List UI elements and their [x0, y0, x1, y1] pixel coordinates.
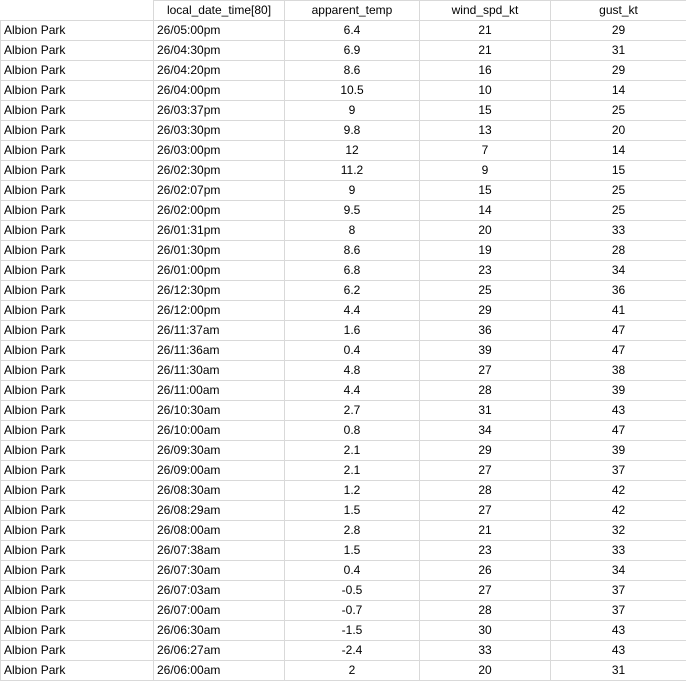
cell-local-date-time[interactable]: 26/11:30am [154, 361, 285, 381]
cell-gust-kt[interactable]: 47 [551, 341, 686, 361]
cell-local-date-time[interactable]: 26/02:00pm [154, 201, 285, 221]
cell-local-date-time[interactable]: 26/06:30am [154, 621, 285, 641]
cell-gust-kt[interactable]: 37 [551, 581, 686, 601]
cell-wind-spd-kt[interactable]: 21 [420, 41, 551, 61]
cell-wind-spd-kt[interactable]: 28 [420, 381, 551, 401]
cell-apparent-temp[interactable]: -1.5 [285, 621, 420, 641]
table-row [1, 261, 686, 281]
table-row [1, 621, 686, 641]
table-row [1, 121, 686, 141]
cell-station[interactable]: Albion Park [1, 501, 154, 521]
cell-apparent-temp[interactable]: 2.1 [285, 461, 420, 481]
cell-wind-spd-kt[interactable]: 39 [420, 341, 551, 361]
cell-station[interactable]: Albion Park [1, 561, 154, 581]
cell-gust-kt[interactable]: 31 [551, 41, 686, 61]
cell-local-date-time[interactable]: 26/09:30am [154, 441, 285, 461]
cell-local-date-time[interactable]: 26/01:00pm [154, 261, 285, 281]
cell-gust-kt[interactable]: 39 [551, 381, 686, 401]
cell-station[interactable]: Albion Park [1, 461, 154, 481]
cell-apparent-temp[interactable]: 2.7 [285, 401, 420, 421]
cell-apparent-temp[interactable]: 6.4 [285, 21, 420, 41]
cell-station[interactable]: Albion Park [1, 61, 154, 81]
cell-gust-kt[interactable]: 47 [551, 421, 686, 441]
cell-apparent-temp[interactable]: 8.6 [285, 241, 420, 261]
cell-apparent-temp[interactable]: 6.2 [285, 281, 420, 301]
column-header-local-date-time[interactable]: local_date_time[80] [154, 1, 285, 21]
cell-wind-spd-kt[interactable]: 33 [420, 641, 551, 661]
cell-local-date-time[interactable]: 26/08:29am [154, 501, 285, 521]
table-row [1, 401, 686, 421]
cell-wind-spd-kt[interactable]: 13 [420, 121, 551, 141]
cell-gust-kt[interactable]: 25 [551, 201, 686, 221]
table-row [1, 381, 686, 401]
cell-wind-spd-kt[interactable]: 9 [420, 161, 551, 181]
table-row [1, 321, 686, 341]
cell-gust-kt[interactable]: 47 [551, 321, 686, 341]
cell-gust-kt[interactable]: 15 [551, 161, 686, 181]
cell-local-date-time[interactable]: 26/01:30pm [154, 241, 285, 261]
cell-station[interactable]: Albion Park [1, 381, 154, 401]
cell-apparent-temp[interactable]: 6.9 [285, 41, 420, 61]
cell-local-date-time[interactable]: 26/03:30pm [154, 121, 285, 141]
cell-apparent-temp[interactable]: 4.4 [285, 381, 420, 401]
cell-local-date-time[interactable]: 26/04:30pm [154, 41, 285, 61]
table-row [1, 661, 686, 681]
table-row [1, 21, 686, 41]
table-row [1, 101, 686, 121]
cell-local-date-time[interactable]: 26/11:36am [154, 341, 285, 361]
cell-station[interactable]: Albion Park [1, 21, 154, 41]
cell-wind-spd-kt[interactable]: 28 [420, 481, 551, 501]
cell-gust-kt[interactable]: 25 [551, 181, 686, 201]
cell-gust-kt[interactable]: 31 [551, 661, 686, 681]
cell-local-date-time[interactable]: 26/12:30pm [154, 281, 285, 301]
table-row [1, 41, 686, 61]
cell-apparent-temp[interactable]: 9.8 [285, 121, 420, 141]
cell-station[interactable]: Albion Park [1, 241, 154, 261]
cell-station[interactable]: Albion Park [1, 361, 154, 381]
cell-station[interactable]: Albion Park [1, 341, 154, 361]
cell-station[interactable]: Albion Park [1, 481, 154, 501]
cell-station[interactable]: Albion Park [1, 521, 154, 541]
cell-wind-spd-kt[interactable]: 14 [420, 201, 551, 221]
column-header-apparent-temp[interactable]: apparent_temp [285, 1, 420, 21]
cell-wind-spd-kt[interactable]: 29 [420, 301, 551, 321]
cell-apparent-temp[interactable]: 2.1 [285, 441, 420, 461]
cell-wind-spd-kt[interactable]: 16 [420, 61, 551, 81]
cell-apparent-temp[interactable]: 6.8 [285, 261, 420, 281]
cell-local-date-time[interactable]: 26/08:00am [154, 521, 285, 541]
cell-station[interactable]: Albion Park [1, 421, 154, 441]
cell-apparent-temp[interactable]: 9 [285, 101, 420, 121]
cell-apparent-temp[interactable]: 1.6 [285, 321, 420, 341]
cell-station[interactable]: Albion Park [1, 221, 154, 241]
cell-station[interactable]: Albion Park [1, 441, 154, 461]
cell-local-date-time[interactable]: 26/12:00pm [154, 301, 285, 321]
cell-gust-kt[interactable]: 37 [551, 601, 686, 621]
cell-gust-kt[interactable]: 25 [551, 101, 686, 121]
table-body [1, 21, 686, 681]
cell-gust-kt[interactable]: 42 [551, 481, 686, 501]
table-row [1, 601, 686, 621]
cell-wind-spd-kt[interactable]: 30 [420, 621, 551, 641]
cell-gust-kt[interactable]: 14 [551, 141, 686, 161]
cell-local-date-time[interactable]: 26/10:00am [154, 421, 285, 441]
cell-gust-kt[interactable]: 43 [551, 641, 686, 661]
table-row [1, 441, 686, 461]
cell-gust-kt[interactable]: 43 [551, 621, 686, 641]
cell-apparent-temp[interactable]: -0.7 [285, 601, 420, 621]
cell-wind-spd-kt[interactable]: 27 [420, 501, 551, 521]
cell-apparent-temp[interactable]: 8 [285, 221, 420, 241]
cell-apparent-temp[interactable]: 9 [285, 181, 420, 201]
cell-station[interactable]: Albion Park [1, 601, 154, 621]
cell-wind-spd-kt[interactable]: 28 [420, 601, 551, 621]
cell-wind-spd-kt[interactable]: 20 [420, 221, 551, 241]
cell-apparent-temp[interactable]: 1.5 [285, 501, 420, 521]
cell-station[interactable]: Albion Park [1, 321, 154, 341]
cell-local-date-time[interactable]: 26/03:37pm [154, 101, 285, 121]
cell-wind-spd-kt[interactable]: 29 [420, 441, 551, 461]
cell-apparent-temp[interactable]: 2 [285, 661, 420, 681]
cell-wind-spd-kt[interactable]: 34 [420, 421, 551, 441]
table-row [1, 561, 686, 581]
cell-local-date-time[interactable]: 26/07:00am [154, 601, 285, 621]
cell-apparent-temp[interactable]: 10.5 [285, 81, 420, 101]
table-row [1, 341, 686, 361]
cell-local-date-time[interactable]: 26/10:30am [154, 401, 285, 421]
cell-local-date-time[interactable]: 26/06:27am [154, 641, 285, 661]
cell-local-date-time[interactable]: 26/06:00am [154, 661, 285, 681]
header-row [1, 1, 686, 21]
cell-wind-spd-kt[interactable]: 23 [420, 261, 551, 281]
cell-station[interactable]: Albion Park [1, 41, 154, 61]
cell-local-date-time[interactable]: 26/05:00pm [154, 21, 285, 41]
cell-apparent-temp[interactable]: 4.4 [285, 301, 420, 321]
cell-wind-spd-kt[interactable]: 15 [420, 181, 551, 201]
table-row [1, 181, 686, 201]
cell-gust-kt[interactable]: 43 [551, 401, 686, 421]
table-row [1, 501, 686, 521]
cell-station[interactable]: Albion Park [1, 161, 154, 181]
cell-local-date-time[interactable]: 26/11:00am [154, 381, 285, 401]
cell-apparent-temp[interactable]: -2.4 [285, 641, 420, 661]
cell-station[interactable]: Albion Park [1, 541, 154, 561]
cell-local-date-time[interactable]: 26/02:07pm [154, 181, 285, 201]
cell-station[interactable]: Albion Park [1, 661, 154, 681]
cell-wind-spd-kt[interactable]: 27 [420, 581, 551, 601]
cell-gust-kt[interactable]: 20 [551, 121, 686, 141]
cell-station[interactable]: Albion Park [1, 581, 154, 601]
cell-gust-kt[interactable]: 34 [551, 261, 686, 281]
table-row [1, 281, 686, 301]
cell-gust-kt[interactable]: 39 [551, 441, 686, 461]
cell-wind-spd-kt[interactable]: 21 [420, 521, 551, 541]
cell-station[interactable]: Albion Park [1, 181, 154, 201]
cell-local-date-time[interactable]: 26/11:37am [154, 321, 285, 341]
cell-station[interactable]: Albion Park [1, 301, 154, 321]
table-row [1, 161, 686, 181]
cell-gust-kt[interactable]: 41 [551, 301, 686, 321]
table-row [1, 301, 686, 321]
cell-gust-kt[interactable]: 38 [551, 361, 686, 381]
cell-local-date-time[interactable]: 26/04:20pm [154, 61, 285, 81]
cell-local-date-time[interactable]: 26/04:00pm [154, 81, 285, 101]
column-header-wind-spd-kt[interactable]: wind_spd_kt [420, 1, 551, 21]
cell-wind-spd-kt[interactable]: 36 [420, 321, 551, 341]
table-row [1, 641, 686, 661]
cell-apparent-temp[interactable]: 0.4 [285, 561, 420, 581]
cell-wind-spd-kt[interactable]: 26 [420, 561, 551, 581]
cell-local-date-time[interactable]: 26/02:30pm [154, 161, 285, 181]
cell-apparent-temp[interactable]: 8.6 [285, 61, 420, 81]
cell-local-date-time[interactable]: 26/01:31pm [154, 221, 285, 241]
cell-apparent-temp[interactable]: 12 [285, 141, 420, 161]
cell-wind-spd-kt[interactable]: 27 [420, 461, 551, 481]
table-row [1, 141, 686, 161]
cell-wind-spd-kt[interactable]: 10 [420, 81, 551, 101]
cell-wind-spd-kt[interactable]: 21 [420, 21, 551, 41]
table-row [1, 81, 686, 101]
cell-station[interactable]: Albion Park [1, 641, 154, 661]
cell-local-date-time[interactable]: 26/07:30am [154, 561, 285, 581]
cell-apparent-temp[interactable]: 4.8 [285, 361, 420, 381]
cell-local-date-time[interactable]: 26/09:00am [154, 461, 285, 481]
table-row [1, 61, 686, 81]
cell-local-date-time[interactable]: 26/07:38am [154, 541, 285, 561]
cell-wind-spd-kt[interactable]: 15 [420, 101, 551, 121]
cell-apparent-temp[interactable]: 1.2 [285, 481, 420, 501]
table-row [1, 241, 686, 261]
column-header-gust-kt[interactable]: gust_kt [551, 1, 686, 21]
cell-wind-spd-kt[interactable]: 19 [420, 241, 551, 261]
cell-gust-kt[interactable]: 28 [551, 241, 686, 261]
table-row [1, 361, 686, 381]
cell-apparent-temp[interactable]: 0.4 [285, 341, 420, 361]
cell-wind-spd-kt[interactable]: 27 [420, 361, 551, 381]
cell-station[interactable]: Albion Park [1, 101, 154, 121]
cell-station[interactable]: Albion Park [1, 261, 154, 281]
cell-wind-spd-kt[interactable]: 25 [420, 281, 551, 301]
cell-local-date-time[interactable]: 26/03:00pm [154, 141, 285, 161]
cell-station[interactable]: Albion Park [1, 621, 154, 641]
column-header-station[interactable] [1, 1, 154, 21]
cell-station[interactable]: Albion Park [1, 121, 154, 141]
table-row [1, 481, 686, 501]
cell-wind-spd-kt[interactable]: 7 [420, 141, 551, 161]
table-row [1, 521, 686, 541]
cell-apparent-temp[interactable]: 1.5 [285, 541, 420, 561]
cell-gust-kt[interactable]: 34 [551, 561, 686, 581]
cell-station[interactable]: Albion Park [1, 201, 154, 221]
table-row [1, 461, 686, 481]
cell-station[interactable]: Albion Park [1, 81, 154, 101]
cell-apparent-temp[interactable]: 2.8 [285, 521, 420, 541]
cell-wind-spd-kt[interactable]: 20 [420, 661, 551, 681]
cell-station[interactable]: Albion Park [1, 281, 154, 301]
cell-gust-kt[interactable]: 29 [551, 61, 686, 81]
table-row [1, 581, 686, 601]
cell-wind-spd-kt[interactable]: 31 [420, 401, 551, 421]
cell-gust-kt[interactable]: 33 [551, 541, 686, 561]
cell-apparent-temp[interactable]: 0.8 [285, 421, 420, 441]
table-row [1, 201, 686, 221]
cell-gust-kt[interactable]: 37 [551, 461, 686, 481]
cell-gust-kt[interactable]: 33 [551, 221, 686, 241]
cell-apparent-temp[interactable]: -0.5 [285, 581, 420, 601]
table-row [1, 541, 686, 561]
cell-wind-spd-kt[interactable]: 23 [420, 541, 551, 561]
cell-local-date-time[interactable]: 26/07:03am [154, 581, 285, 601]
cell-gust-kt[interactable]: 14 [551, 81, 686, 101]
table-row [1, 421, 686, 441]
cell-station[interactable]: Albion Park [1, 141, 154, 161]
cell-gust-kt[interactable]: 42 [551, 501, 686, 521]
table-row [1, 221, 686, 241]
cell-apparent-temp[interactable]: 9.5 [285, 201, 420, 221]
cell-gust-kt[interactable]: 32 [551, 521, 686, 541]
cell-station[interactable]: Albion Park [1, 401, 154, 421]
cell-local-date-time[interactable]: 26/08:30am [154, 481, 285, 501]
cell-gust-kt[interactable]: 29 [551, 21, 686, 41]
table-header [1, 1, 686, 21]
cell-apparent-temp[interactable]: 11.2 [285, 161, 420, 181]
cell-gust-kt[interactable]: 36 [551, 281, 686, 301]
